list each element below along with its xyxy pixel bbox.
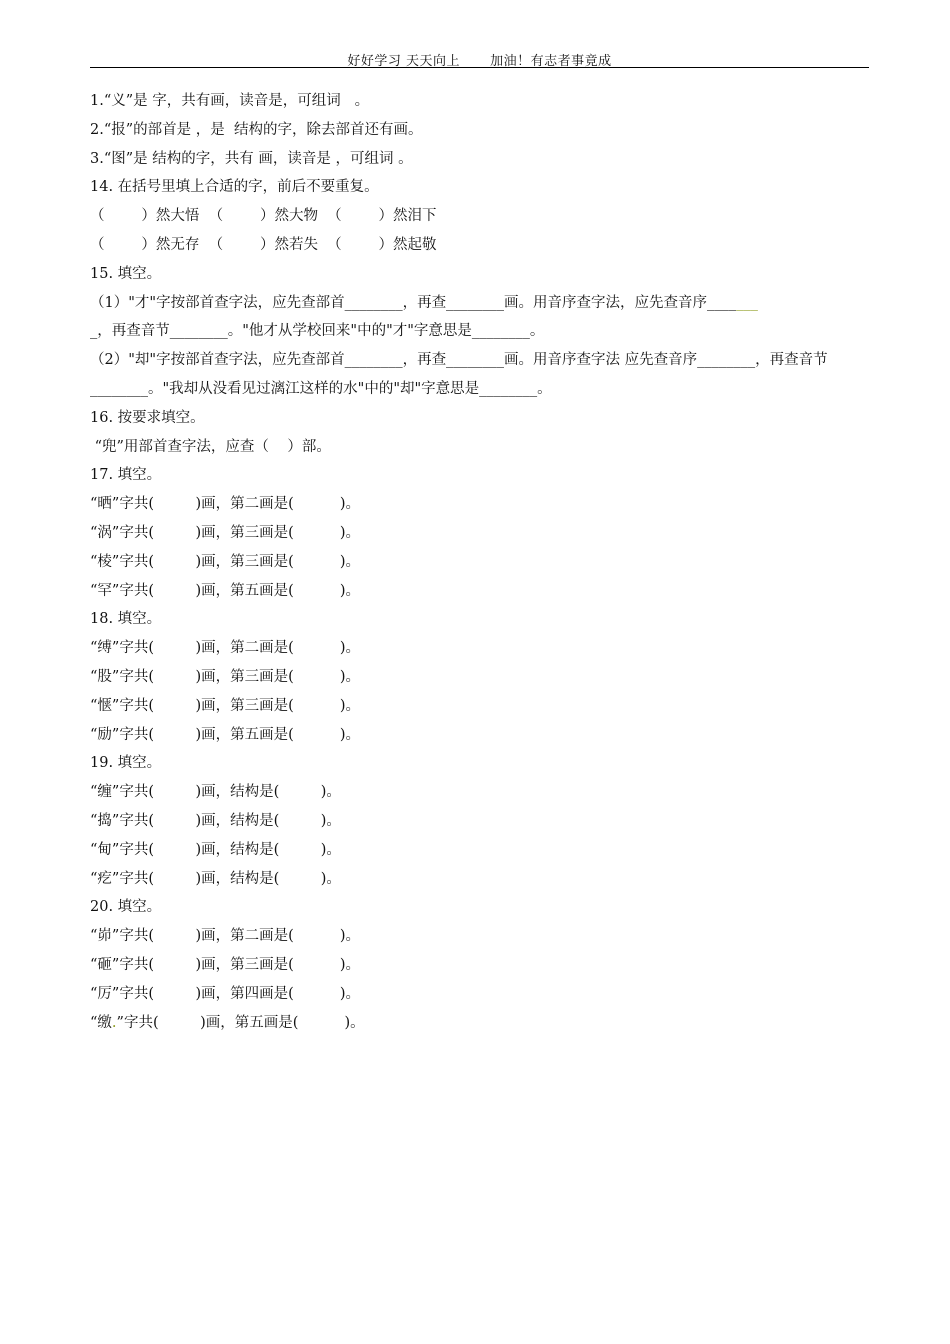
question-19-item-1: “缠”字共( )画，结构是( )。 bbox=[90, 784, 341, 801]
question-19-item-2: “捣”字共( )画，结构是( )。 bbox=[90, 812, 341, 829]
header-right: 加油！有志者事竟成 bbox=[490, 54, 612, 69]
question-15-part-1 bbox=[90, 289, 874, 318]
question-17-item-4: “罕”字共( )画，第五画是( )。 bbox=[90, 582, 361, 599]
question-18-item-2: “股”字共( )画，第三画是( )。 bbox=[90, 668, 361, 685]
question-15-part-2: （2）"却"字按部首查字法，应先查部首________，再查________画。用音序查字法 应先查音序________，再查音节________。"我却从没看见过漓江这样的水"中的"却"字意思是________。 bbox=[90, 352, 828, 397]
question-17-item-2: “涡”字共( )画，第三画是( )。 bbox=[90, 524, 361, 541]
question-18: 18. 填空。 bbox=[90, 611, 162, 628]
q15-1-marker: ___ bbox=[736, 294, 758, 311]
question-20-item-3: “厉”字共( )画，第四画是( )。 bbox=[90, 985, 361, 1002]
question-16: 16. 按要求填空。 bbox=[90, 409, 205, 426]
question-14-row-1: （ ）然大悟 （ ）然大物 （ ）然泪下 bbox=[90, 208, 437, 225]
question-18-item-4: “励”字共( )画，第五画是( )。 bbox=[90, 726, 361, 743]
q20-4-char: “缴 bbox=[90, 1014, 112, 1031]
q15-1-text: （1）"才"字按部首查字法，应先查部首________，再查________画。用音序查字法，应先查音序____ bbox=[90, 294, 737, 311]
question-19: 19. 填空。 bbox=[90, 755, 162, 772]
question-2: 2.“报”的部首是 ，是 结构的字，除去部首还有画。 bbox=[90, 121, 423, 138]
question-20-item-4 bbox=[90, 1009, 874, 1038]
question-20-item-1: “峁”字共( )画，第二画是( )。 bbox=[90, 928, 361, 945]
header-rule bbox=[90, 67, 869, 68]
header-left: 好好学习 天天向上 bbox=[347, 54, 461, 69]
question-16-item: “兜”用部首查字法，应查（ ）部。 bbox=[90, 438, 331, 455]
worksheet-body bbox=[90, 87, 874, 1037]
question-20: 20. 填空。 bbox=[90, 899, 162, 916]
question-20-item-2: “砸”字共( )画，第三画是( )。 bbox=[90, 956, 361, 973]
question-15-part-1-cont: _，再查音节________。"他才从学校回来"中的"才"字意思是________。 bbox=[90, 323, 545, 340]
q20-4-marker: . bbox=[111, 1014, 117, 1031]
question-19-item-4: “疙”字共( )画，结构是( )。 bbox=[90, 870, 341, 887]
question-18-item-3: “惬”字共( )画，第三画是( )。 bbox=[90, 697, 361, 714]
question-17-item-1: “晒”字共( )画，第二画是( )。 bbox=[90, 496, 361, 513]
question-17-item-3: “棱”字共( )画，第三画是( )。 bbox=[90, 553, 361, 570]
question-3: 3.“图”是 结构的字，共有 画，读音是 ，可组词 。 bbox=[90, 150, 413, 167]
question-14-row-2: （ ）然无存 （ ）然若失 （ ）然起敬 bbox=[90, 236, 437, 253]
page-header bbox=[90, 50, 869, 67]
question-18-item-1: “缚”字共( )画，第二画是( )。 bbox=[90, 640, 361, 657]
q20-4-text: ”字共( )画，第五画是( )。 bbox=[116, 1014, 365, 1031]
question-15: 15. 填空。 bbox=[90, 265, 162, 282]
question-19-item-3: “甸”字共( )画，结构是( )。 bbox=[90, 841, 341, 858]
question-14: 14. 在括号里填上合适的字，前后不要重复。 bbox=[90, 179, 379, 196]
question-1: 1.“义”是 字，共有画，读音是，可组词 。 bbox=[90, 93, 370, 109]
question-17: 17. 填空。 bbox=[90, 467, 162, 484]
